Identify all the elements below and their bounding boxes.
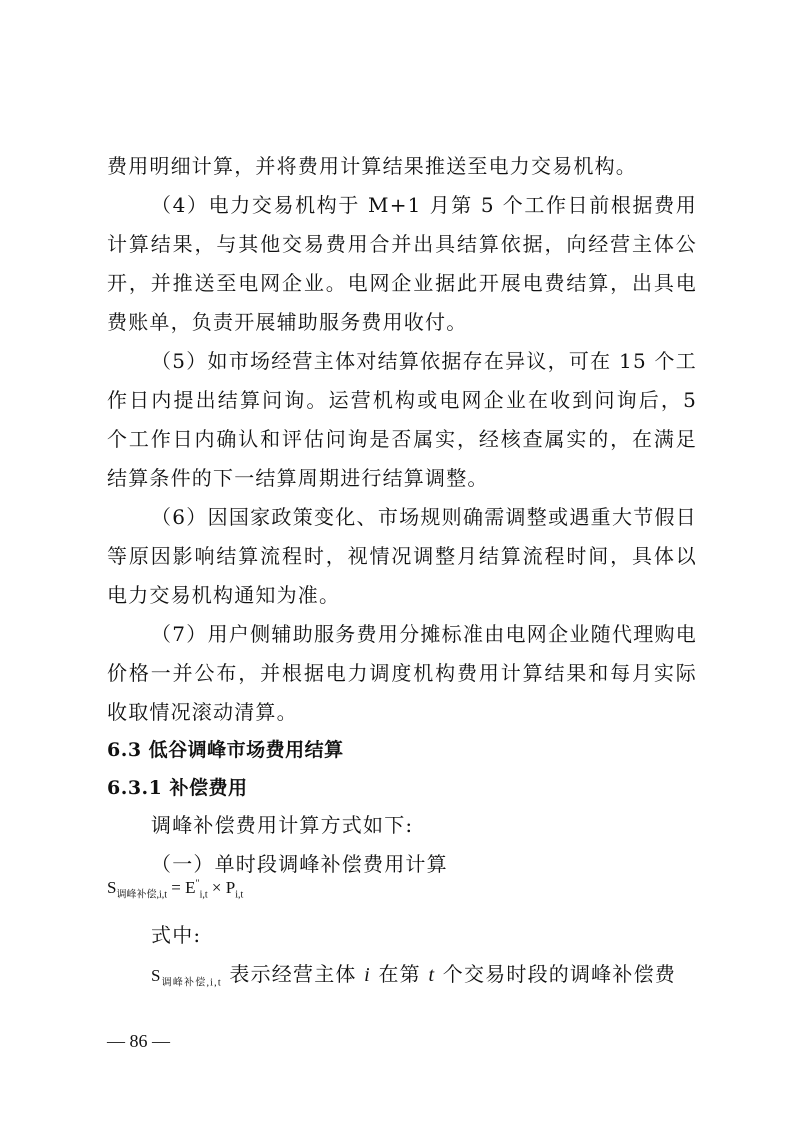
subsection-heading: 6.3.1 补偿费用 bbox=[107, 777, 248, 799]
desc-var-t: t bbox=[428, 964, 436, 986]
compensation-formula bbox=[107, 878, 243, 900]
formula-equals: = bbox=[167, 878, 186, 897]
symbol-description bbox=[151, 958, 676, 988]
desc-text-3: 个交易时段的调峰补偿费 bbox=[442, 962, 676, 986]
desc-symbol-s bbox=[151, 966, 222, 989]
paragraph-continuation: 费用明细计算，并将费用计算结果推送至电力交易机构。 bbox=[107, 154, 637, 178]
section-heading: 6.3 低谷调峰市场费用结算 bbox=[107, 739, 344, 761]
page-number: — 86 — bbox=[107, 1031, 170, 1051]
desc-text-2: 在第 bbox=[378, 962, 421, 986]
formula-times: × bbox=[207, 878, 226, 897]
paragraph-item-4: （4）电力交易机构于 M+1 月第 5 个工作日前根据费用计算结果，与其他交易费用合并出具结算依据，向经营主体公开，并推送至电网企业。电网企业据此开展电费结算，出具电费账单，负责开展辅助服务费用收付。 bbox=[107, 193, 697, 334]
paragraph-item-7: （7）用户侧辅助服务费用分摊标准由电网企业随代理购电价格一并公布，并根据电力调度机构费用计算结果和每月实际收取情况滚动清算。 bbox=[107, 622, 697, 724]
formula-s-subscript: 调峰补偿,i,t bbox=[116, 889, 168, 901]
formula-s: S bbox=[107, 878, 117, 897]
formula-e-subscript: i,t bbox=[199, 889, 208, 901]
desc-s: S bbox=[151, 966, 162, 985]
item-one-heading: （一）单时段调峰补偿费用计算 bbox=[151, 852, 448, 876]
formula-p: P bbox=[225, 878, 236, 897]
paragraph-item-5: （5）如市场经营主体对结算依据存在异议，可在 15 个工作日内提出结算问询。运营机构或电网企业在收到问询后，5 个工作日内确认和评估问询是否属实，经核查属实的，在满足结算条件的下一结算周期进行结算调整。 bbox=[107, 349, 697, 490]
formula-p-subscript: i,t bbox=[235, 889, 244, 901]
desc-text-1: 表示经营主体 bbox=[229, 962, 357, 986]
calc-intro-line: 调峰补偿费用计算方式如下: bbox=[151, 813, 414, 837]
paragraph-item-6: （6）因国家政策变化、市场规则确需调整或遇重大节假日等原因影响结算流程时，视情况调整月结算流程时间，具体以电力交易机构通知为准。 bbox=[107, 505, 697, 607]
desc-var-i: i bbox=[364, 964, 371, 986]
where-label: 式中: bbox=[151, 923, 202, 947]
formula-e-superscript: " bbox=[195, 878, 200, 890]
desc-s-subscript: 调峰补偿,i,t bbox=[161, 977, 222, 989]
formula-e: E bbox=[185, 878, 196, 897]
